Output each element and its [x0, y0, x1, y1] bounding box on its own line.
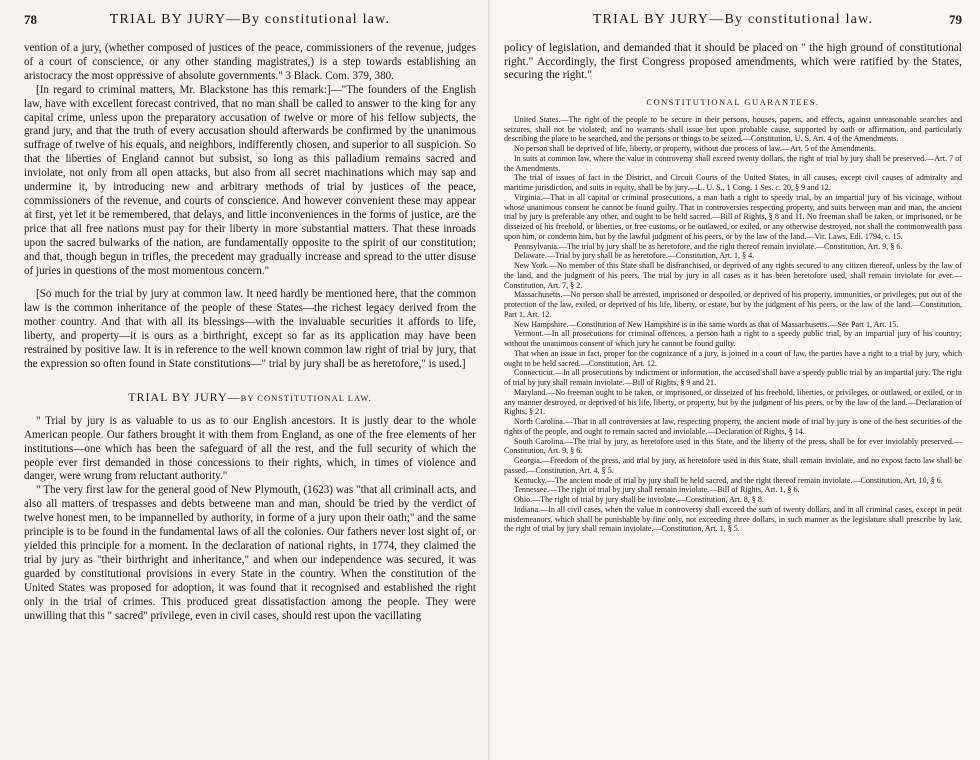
- left-paragraph-3: [So much for the trial by jury at common law. It need hardly be mentioned here, that the common law is the common inheritance of the people of these States—the richest legacy derived from the mother country. And that with all its blessings—with the invaluable securities it affords to life, liberty, and property—it is ours as a birthright, except so far as its application may have been restrained by positive law. It is in reference to the well known common law right of trial by jury, that the expression so often found in State constitutions—" trial by jury shall be as heretofore," is used.]: [24, 288, 476, 370]
- guarantee-indiana: Indiana.—In all civil cases, when the value in controversy shall exceed the sum of twenty dollars, and in all criminal cases, except in petit misdemeanors, which shall be punishable by fine only, not exceeding three dollars, in such manner as the legislature shall prescribe by law, the right of trial by jury shall remain inviolate.—Constitution, Art. 1, § 5.: [504, 504, 962, 534]
- guarantee-south-carolina: South Carolina.—The trial by jury, as heretofore used in this State, and the liberty of the press, shall be for ever inviolably preserved.—Constitution, Art. 9, § 6.: [504, 436, 962, 456]
- left-running-title: TRIAL BY JURY—By constitutional law.: [109, 12, 391, 27]
- section-heading-main: TRIAL BY JURY—: [128, 389, 241, 404]
- left-running-head: [24, 10, 476, 32]
- right-running-title: TRIAL BY JURY—By constitutional law.: [592, 12, 874, 27]
- section-heading-small: BY CONSTITUTIONAL LAW.: [240, 392, 372, 403]
- guarantee-maryland: Maryland.—No freeman ought to be taken, or imprisoned, or disseized of his freehold, liberties, or privileges, or outlawed, or exiled, or in any manner destroyed, or deprived of his life, liberty, or property, but by the judgment of his peers, or by the law of the land.—Declaration of Rights, § 21.: [504, 387, 962, 417]
- left-paragraph-1: vention of a jury, (whether composed of justices of the peace, commissioners of the revenue, judges of a court of conscience, or any other standing magistrates,) is a step towards establishing an aristocracy the most oppressive of absolute governments." 3 Black. Com. 379, 380.: [24, 42, 476, 82]
- guarantee-north-carolina: North Carolina.—That in all controversies at law, respecting property, the ancient mode of trial by jury is one of the best securities of the rights of the people, and ought to remain sacred and inviolable.—Declaration of Rights, § 14.: [504, 417, 962, 436]
- guarantee-kentucky: Kentucky.—The ancient mode of trial by jury shall be held sacred, and the right thereof remain inviolate.—Constitution, Art. 10, § 6.: [514, 475, 943, 485]
- section-heading: [24, 390, 476, 405]
- right-intro-paragraph: policy of legislation, and demanded that it should be placed on " the high ground of constitutional right." Accordingly, the first Congress proposed amendments, which were ratified by the States, securing the right.": [504, 42, 962, 82]
- right-page: [490, 0, 980, 760]
- guarantee-new-hampshire: New Hampshire.—Constitution of New Hampshire is in the same words as that of Massachusetts.—See Part 1, Art. 15.: [514, 319, 899, 329]
- guarantee-virginia: Virginia.—That in all capital or criminal prosecutions, a man hath a right to speedy trial, by an impartial jury of his vicinage, without whose unanimous consent he cannot be found guilty. That in controversies respecting property, and suits between man and man, the ancient trial by jury is preferable any other, and ought to be held sacred.—Bill of Rights, § 8 and 11. No freeman shall be taken, or imprisoned, or be disseized of his freehold, or liberties, or free customs, or be outlawed, or exiled, or any otherwise destroyed, nor shall the commonwealth pass upon him, or condemn him, but by the lawful judgment of his peers, or by the law of the land.—Vir. Laws, Edi. 1794, c. 15.: [504, 192, 962, 241]
- left-paragraph-2: [In regard to criminal matters, Mr. Blackstone has this remark:]—"The founders of the English law, have with excellent forecast contrived, that no man shall be called to answer to the king for any capital crime, unless upon the preparatory accusation of twelve or more of his fellow subjects, the grand jury, and that the truth of every accusation should afterwards be confirmed by the unanimous suffrage of twelve of his equals, and neighbors, indifferently chosen, and superior to all suspicion. So that the liberties of England cannot but subsist, so long as this palladium remains sacred and inviolate, not only from all open attacks, but also from all secret machinations which may sap and undermine it, by introducing new and arbitrary methods of trial by justices of the peace, commissioners of the revenue, and courts of conscience. And however convenient these may appear at first, yet let it be remembered, that delays, and little inconveniences in the forms of justice, are the price that all free nations must pay for their liberty in more substantial matters. That these inroads upon the sacred bulwarks of the nation, are fundamentally opposite to the spirit of our constitution; and that, though begun in trifles, the precedent may gradually increase and spread to the utter disuse of juries in questions of the most momentous concern.": [24, 83, 476, 277]
- guarantee-georgia: Georgia.—Freedom of the press, and trial by jury, as heretofore used in this State, shall remain inviolate, and no expost facto law shall be passed.—Constitution, Art. 4, § 5.: [504, 456, 962, 475]
- guarantee-vermont-1: Vermont.—In all prosecutions for criminal offences, a person hath a right to a speedy public trial, by an impartial jury of his country; without the unanimous consent of which jury he cannot be found guilty.: [504, 329, 962, 349]
- guarantee-vermont-2: That when an issue in fact, proper for the cognizance of a jury, is joined in a court of law, the parties have a right to a trial by jury, which ought to be held sacred.—Constitution, Art. 12.: [504, 348, 962, 368]
- guarantee-united-states-1: United States.—The right of the people to be secure in their persons, houses, papers, and effects, against unreasonable searches and seizures, shall not be violated; and no warrants shall issue but upon probable cause, supported by oath or affirmation, and particularly describing the place to be searched, and the persons or things to be seized.—Constitution, U. S. Art. 4 of the Amendments.: [504, 114, 962, 144]
- guarantee-pennsylvania: Pennsylvania.—The trial by jury shall be as heretofore, and the right thereof remain inviolate.—Constitution, Art. 9, § 6.: [514, 241, 903, 251]
- right-page-number: 79: [949, 12, 962, 27]
- guarantee-tennessee: Tennessee.—The right of trial by jury shall remain inviolate.—Bill of Rights, Art. 1, § 6.: [514, 485, 800, 495]
- left-paragraph-4: " Trial by jury is as valuable to us as to our English ancestors. It is justly dear to the whole American people. Our fathers brought it with them from England, as one of the free elements of her institutions—one which has been the safeguard of all the rest, and the full security of which the people ever first demanded in those concessions to their rights, which, in times of violence and danger, were wrung from reluctant authority.": [24, 414, 476, 483]
- guarantee-united-states-4: The trial of issues of fact in the District, and Circuit Courts of the United States, in all causes, except civil causes of admiralty and maritime jurisdiction, and suits in equity, shall be by jury.—L. U. S., 1 Cong. 1 Ses. c. 20, § 9 and 12.: [504, 173, 962, 193]
- guarantee-connecticut: Connecticut.—In all prosecutions by indictment or information, the accused shall have a speedy public trial by an impartial jury. The right of trial by jury shall remain inviolate.—Bill of Rights, § 9 and 21.: [504, 368, 962, 388]
- guarantee-united-states-3: In suits at common law, where the value in controversy shall exceed twenty dollars, the right of trial by jury shall be preserved.—Art. 7 of the Amendments.: [504, 153, 962, 173]
- left-paragraph-5: " The very first law for the general good of New Plymouth, (1623) was "that all criminall acts, and also all matters of trespasses and debts betweene man and man, should be tried by the verdict of twelve honest men, to be impannelled by authority, in forme of a jury upon their oath;" and the same principle is to be found in the fundamental laws of all the colonies. Our fathers never lost sight of, or yielded this principle for a moment. In the declaration of national rights, in 1774, they claimed the trial by jury as "their birthright and inheritance," and when our independence was secured, it was guarded by constitutional provisions in every State in the country. When the constitution of the United States was proposed for adoption, it was found that it recognised and established the right only in the trial of crimes. This produced great dissatisfaction among the people. They were unwilling that this " sacred" privilege, even in civil cases, should rest upon the vacillating: [24, 484, 476, 622]
- guarantee-united-states-2: No person shall be deprived of life, liberty, or property, without due process of law.—Art. 5 of the Amendments.: [514, 144, 876, 154]
- guarantee-ohio: Ohio.—The right of trial by jury shall be inviolate.—Constitution, Art. 8, § 8.: [514, 495, 764, 505]
- left-page-number: 78: [24, 12, 37, 27]
- guarantees-heading: CONSTITUTIONAL GUARANTEES.: [646, 96, 820, 107]
- right-running-head: [504, 10, 962, 32]
- guarantee-delaware: Delaware.—Trial by jury shall be as heretofore.—Constitution, Art. 1, § 4.: [514, 251, 755, 261]
- guarantee-new-york: New York.—No member of this State shall be disfranchised, or deprived of any rights secured to any citizen thereof, unless by the law of the land, and the judgment of his peers. The trial by jury in all cases as it has been heretofore used, shall remain inviolate for ever.—Constitution, Art. 7, § 2.: [504, 261, 962, 290]
- guarantee-massachusetts: Massachusetts.—No person shall be arrested, imprisoned or despoiled, or deprived of his property, immunities, or privileges, put out of the protection of the law, exiled, or deprived of his life, liberty, or estate, but by the judgment of his peers, or the law of the land.—Constitution, Part 1, Art. 12.: [504, 290, 962, 319]
- guarantees-list: [504, 115, 962, 534]
